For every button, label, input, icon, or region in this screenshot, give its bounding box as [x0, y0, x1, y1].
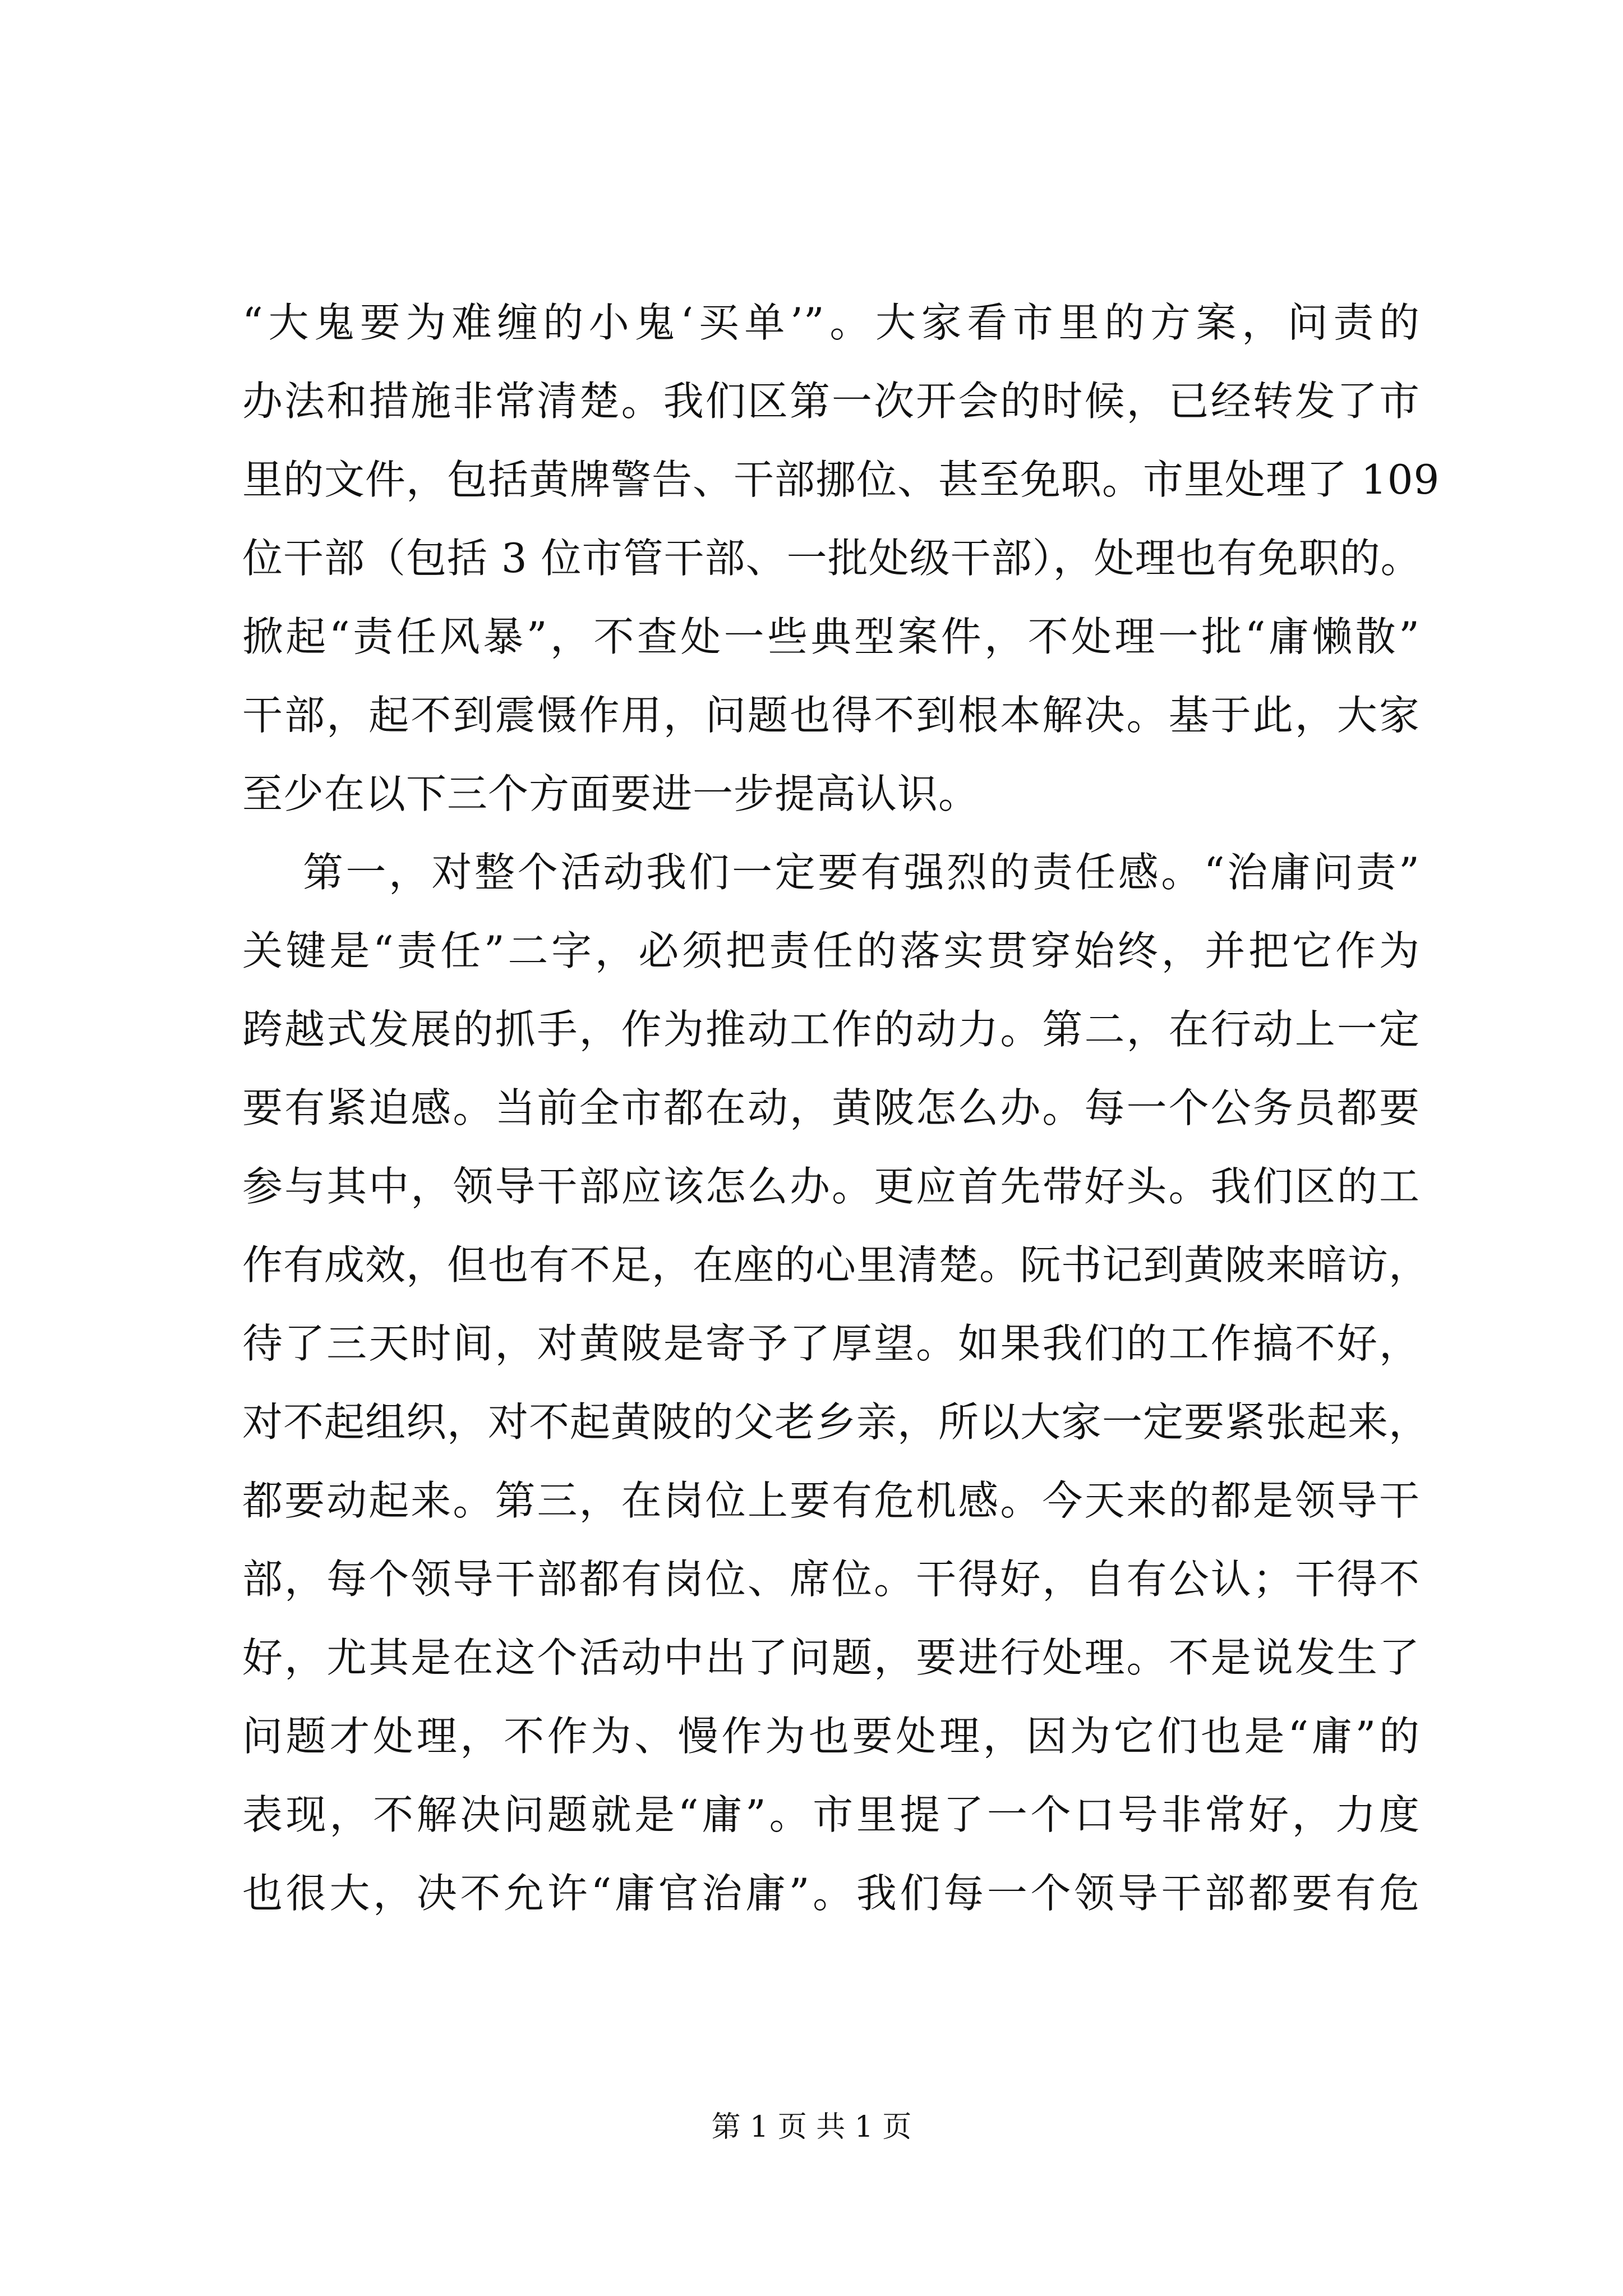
body-line-4: 位干部（包括 3 位市管干部、一批处级干部），处理也有免职的。 — [242, 535, 1422, 582]
body-line-1: “大鬼要为难缠的小鬼‘买单’”。大家看市里的方案，问责的 — [242, 299, 1420, 346]
body-line-21: 也很大，决不允许“庸官治庸”。我们每一个领导干部都要有危 — [242, 1870, 1420, 1917]
body-line-10: 跨越式发展的抓手，作为推动工作的动力。第二，在行动上一定 — [242, 1006, 1420, 1053]
body-line-12: 参与其中，领导干部应该怎么办。更应首先带好头。我们区的工 — [242, 1163, 1420, 1210]
body-line-11: 要有紧迫感。当前全市都在动，黄陂怎么办。每一个公务员都要 — [242, 1084, 1420, 1131]
body-line-7: 至少在以下三个方面要进一步提高认识。 — [242, 770, 980, 817]
body-line-2: 办法和措施非常清楚。我们区第一次开会的时候，已经转发了市 — [242, 378, 1420, 425]
page-footer: 第 1 页 共 1 页 — [711, 2110, 912, 2144]
body-line-14: 待了三天时间，对黄陂是寄予了厚望。如果我们的工作搞不好， — [242, 1320, 1420, 1367]
body-line-5: 掀起“责任风暴”，不查处一些典型案件，不处理一批“庸懒散” — [242, 613, 1420, 660]
body-line-15: 对不起组织，对不起黄陂的父老乡亲，所以大家一定要紧张起来， — [242, 1398, 1430, 1446]
body-line-17: 部，每个领导干部都有岗位、席位。干得好，自有公认；干得不 — [242, 1556, 1420, 1603]
body-line-3: 里的文件，包括黄牌警告、干部挪位、甚至免职。市里处理了 109 — [242, 456, 1440, 503]
body-line-20: 表现，不解决问题就是“庸”。市里提了一个口号非常好，力度 — [242, 1791, 1420, 1838]
body-line-16: 都要动起来。第三，在岗位上要有危机感。今天来的都是领导干 — [242, 1477, 1420, 1524]
body-line-9: 关键是“责任”二字，必须把责任的落实贯穿始终，并把它作为 — [242, 927, 1420, 974]
body-line-6: 干部，起不到震慑作用，问题也得不到根本解决。基于此，大家 — [242, 692, 1420, 739]
body-line-18: 好，尤其是在这个活动中出了问题，要进行处理。不是说发生了 — [242, 1634, 1420, 1681]
body-line-13: 作有成效，但也有不足，在座的心里清楚。阮书记到黄陂来暗访， — [242, 1241, 1430, 1289]
body-line-19: 问题才处理，不作为、慢作为也要处理，因为它们也是“庸”的 — [242, 1713, 1420, 1760]
body-line-8: 第一，对整个活动我们一定要有强烈的责任感。“治庸问责” — [303, 849, 1420, 896]
